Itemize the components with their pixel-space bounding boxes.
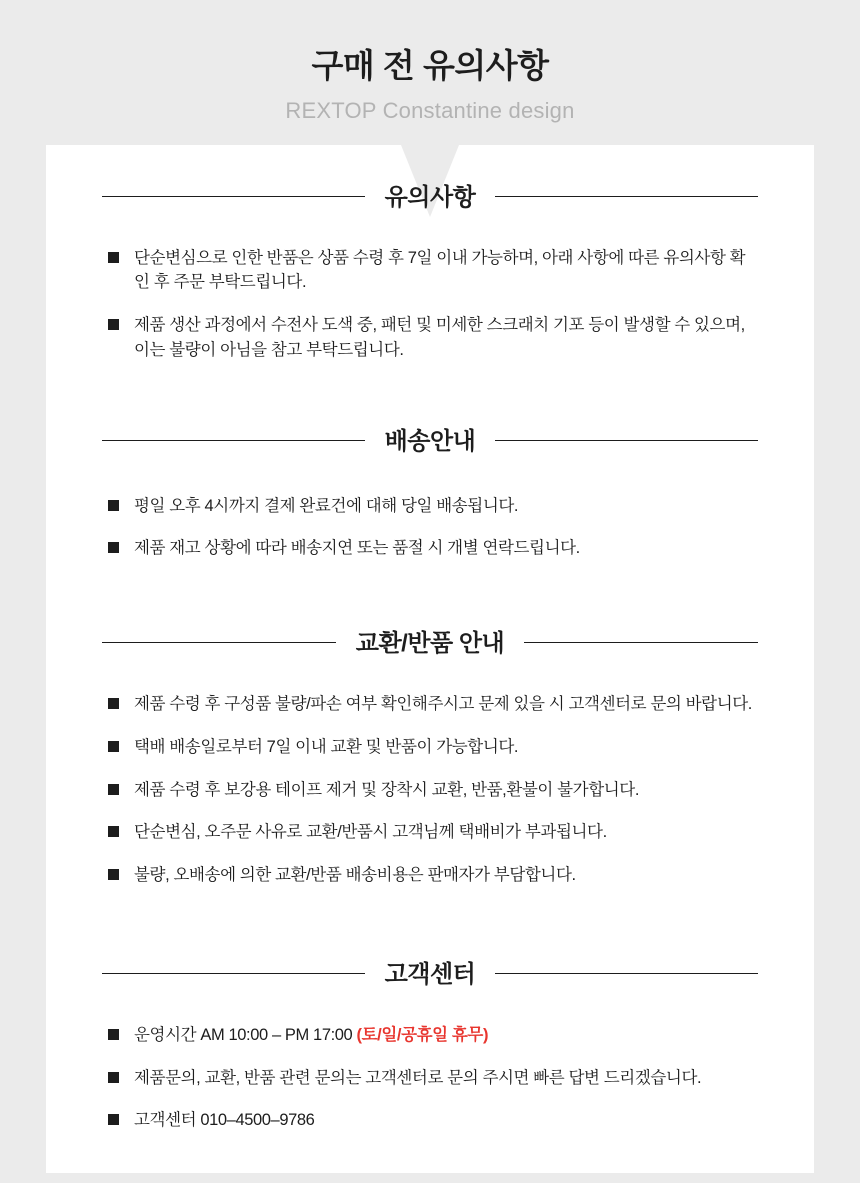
- heading-rule-left: [102, 973, 365, 974]
- section-title: 배송안내: [384, 427, 476, 455]
- list-item-text: 고객센터 010–4500–9786: [134, 1111, 315, 1130]
- section-heading-customer-center: [102, 922, 758, 991]
- list-item: [108, 1066, 754, 1091]
- section-title: 유의사항: [384, 183, 476, 211]
- heading-rule-right: [495, 196, 758, 197]
- list-item: [108, 820, 754, 845]
- exchange-list: [46, 660, 814, 888]
- list-item: [108, 735, 754, 760]
- list-item: [108, 1023, 754, 1048]
- section-customer-center: [46, 922, 814, 1133]
- list-item-text: 제품문의, 교환, 반품 관련 문의는 고객센터로 문의 주시면 빠른 답변 드리겠습니다.: [134, 1068, 702, 1087]
- square-bullet-icon: [108, 319, 119, 330]
- section-shipping: [46, 389, 814, 562]
- square-bullet-icon: [108, 1114, 119, 1125]
- square-bullet-icon: [108, 741, 119, 752]
- notice-list: [46, 214, 814, 363]
- section-notice: [46, 145, 814, 363]
- square-bullet-icon: [108, 252, 119, 263]
- list-item: [108, 1108, 754, 1133]
- section-title: 교환/반품 안내: [355, 630, 505, 658]
- list-item: [108, 778, 754, 803]
- list-item: [108, 863, 754, 888]
- content-card: [46, 145, 814, 1174]
- list-item-text: 단순변심, 오주문 사유로 교환/반품시 고객님께 택배비가 부과됩니다.: [134, 823, 607, 842]
- section-exchange: [46, 591, 814, 888]
- section-heading-shipping: [102, 389, 758, 458]
- heading-rule-right: [495, 440, 758, 441]
- list-item: [108, 536, 754, 561]
- page-title: 구매 전 유의사항: [311, 47, 549, 84]
- list-item-text: 제품 수령 후 보강용 테이프 제거 및 장착시 교환, 반품,환불이 불가합니다.: [134, 780, 640, 799]
- heading-rule-left: [102, 642, 336, 643]
- square-bullet-icon: [108, 542, 119, 553]
- heading-rule-left: [102, 196, 365, 197]
- page-header: [0, 0, 860, 124]
- shipping-list: [46, 458, 814, 562]
- list-item-text: 제품 수령 후 구성품 불량/파손 여부 확인해주시고 문제 있을 시 고객센터로 문의 바랍니다.: [134, 695, 752, 714]
- list-item: [108, 494, 754, 519]
- section-heading-exchange: [102, 591, 758, 660]
- square-bullet-icon: [108, 869, 119, 880]
- square-bullet-icon: [108, 1029, 119, 1040]
- list-item: [108, 246, 754, 296]
- square-bullet-icon: [108, 698, 119, 709]
- list-item-text: 단순변심으로 인한 반품은 상품 수령 후 7일 이내 가능하며, 아래 사항에 따른 유의사항 확인 후 주문 부탁드립니다.: [134, 248, 746, 292]
- heading-rule-right: [495, 973, 758, 974]
- section-title: 고객센터: [384, 960, 476, 988]
- list-item-text: 불량, 오배송에 의한 교환/반품 배송비용은 판매자가 부담합니다.: [134, 866, 576, 885]
- square-bullet-icon: [108, 826, 119, 837]
- list-item-text: 운영시간 AM 10:00 – PM 17:00: [134, 1025, 357, 1044]
- square-bullet-icon: [108, 1072, 119, 1083]
- customer-center-list: [46, 991, 814, 1133]
- heading-rule-right: [524, 642, 758, 643]
- square-bullet-icon: [108, 500, 119, 511]
- list-item-accent-text: (토/일/공휴일 휴무): [356, 1025, 489, 1044]
- list-item: [108, 313, 754, 363]
- list-item-text: 평일 오후 4시까지 결제 완료건에 대해 당일 배송됩니다.: [134, 496, 519, 515]
- list-item-text: 택배 배송일로부터 7일 이내 교환 및 반품이 가능합니다.: [134, 737, 519, 756]
- list-item: [108, 692, 754, 717]
- heading-rule-left: [102, 440, 365, 441]
- square-bullet-icon: [108, 784, 119, 795]
- page-subtitle: REXTOP Constantine design: [285, 97, 575, 123]
- list-item-text: 제품 생산 과정에서 수전사 도색 중, 패턴 및 미세한 스크래치 기포 등이 발생할 수 있으며, 이는 불량이 아님을 참고 부탁드립니다.: [134, 316, 745, 359]
- list-item-text: 제품 재고 상황에 따라 배송지연 또는 품절 시 개별 연락드립니다.: [134, 539, 580, 558]
